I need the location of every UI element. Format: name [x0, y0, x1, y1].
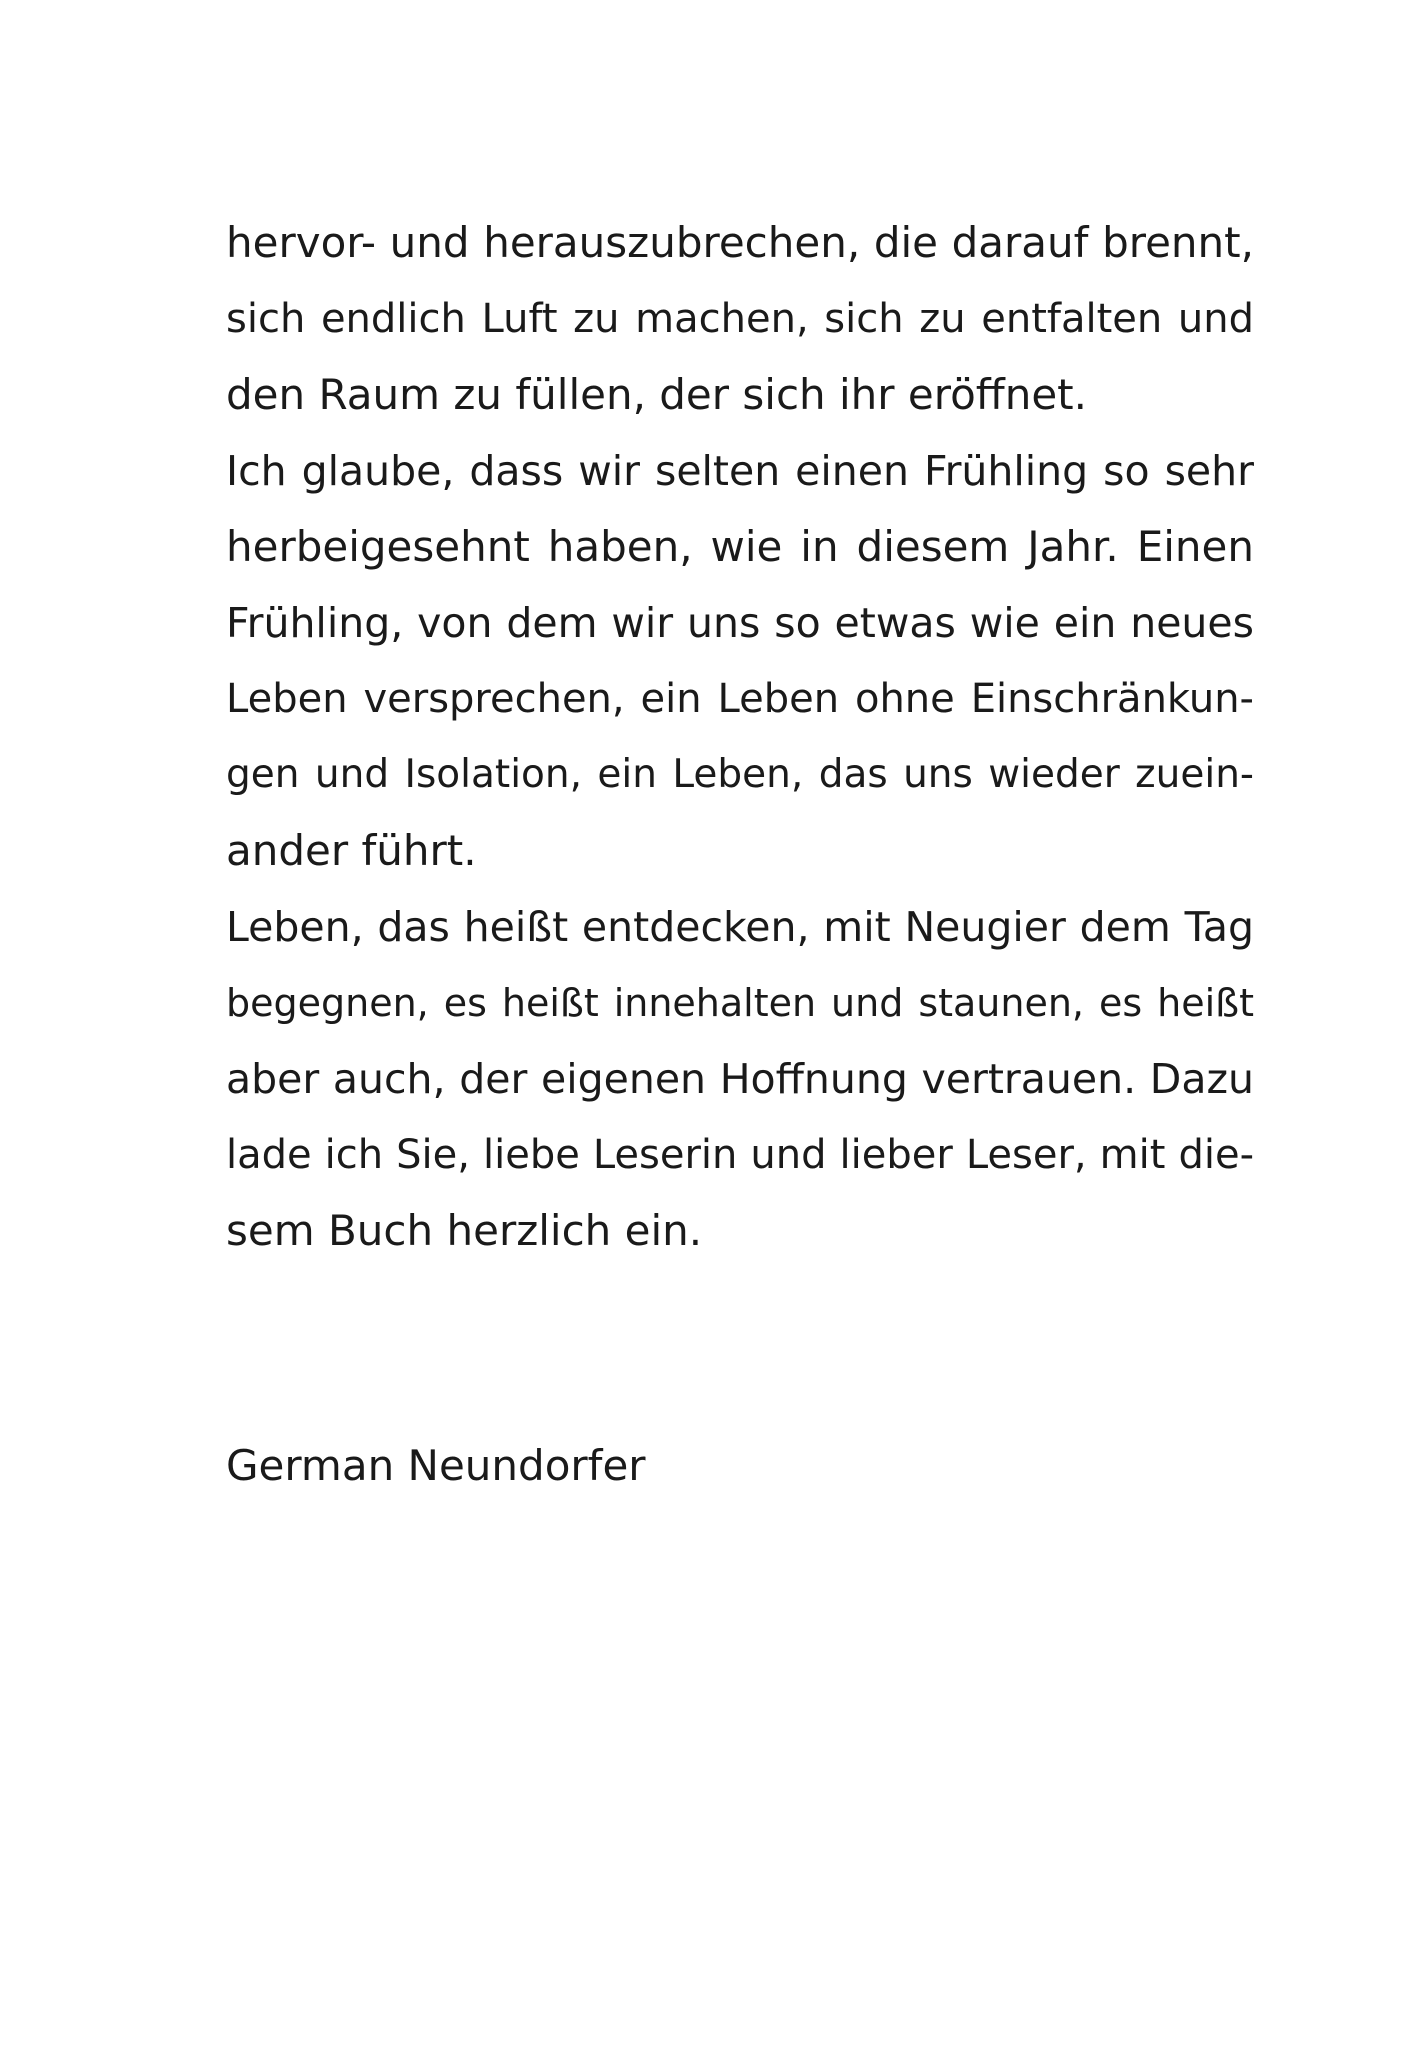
text-line: sich endlich Luft zu machen, sich zu entfalten und [226, 296, 1254, 342]
text-line: ander führt. [226, 826, 477, 875]
text-line: Leben versprechen, ein Leben ohne Einschränkun- [226, 676, 1254, 722]
text-line: herbeigesehnt haben, wie in diesem Jahr. Einen [226, 522, 1254, 571]
author-signature: German Neundorfer [226, 1441, 646, 1490]
text-line: hervor- und herauszubrechen, die darauf brennt, [226, 218, 1254, 267]
text-line: Leben, das heißt entdecken, mit Neugier dem Tag [226, 903, 1254, 951]
text-line: Ich glaube, dass wir selten einen Frühling so sehr [226, 447, 1254, 495]
text-line: den Raum zu füllen, der sich ihr eröffnet. [226, 370, 1087, 419]
text-line: gen und Isolation, ein Leben, das uns wieder zuein- [226, 752, 1254, 797]
text-line: lade ich Sie, liebe Leserin und lieber Leser, mit die- [226, 1132, 1254, 1178]
body-text [226, 205, 1254, 1269]
text-line: Frühling, von dem wir uns so etwas wie ein neues [226, 599, 1254, 647]
text-line: begegnen, es heißt innehalten und staunen, es heißt [226, 981, 1254, 1025]
text-line: sem Buch herzlich ein. [226, 1206, 703, 1255]
text-line: aber auch, der eigenen Hoffnung vertrauen. Dazu [226, 1055, 1254, 1103]
